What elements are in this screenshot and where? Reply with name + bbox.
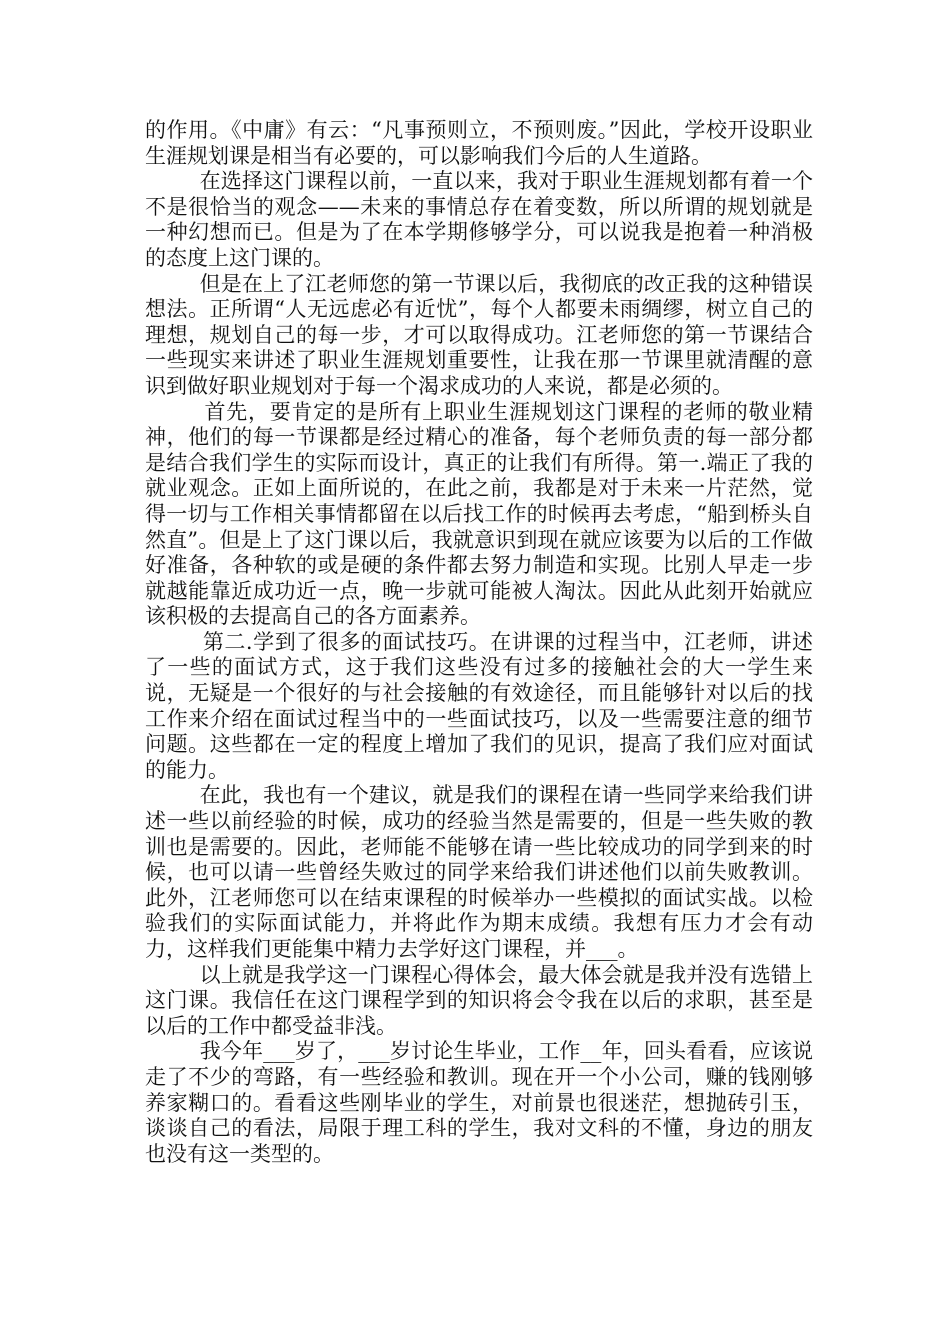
paragraph-1: 的作用。《中庸》有云：“凡事预则立，不预则废。”因此，学校开设职业生涯规划课是相当有必要的，可以影响我们今后的人生道路。 (145, 118, 813, 168)
document-body (145, 118, 813, 1167)
paragraph-8: 我今年___岁了，___岁讨论生毕业，工作__年，回头看看，应该说走了不少的弯路，有一些经验和教训。现在开一个小公司，赚的钱刚够养家糊口的。看看这些刚毕业的学生，对前景也很迷茫，想抛砖引玉，谈谈自己的看法，局限于理工科的学生，我对文科的不懂，身边的朋友也没有这一类型的。 (145, 1039, 814, 1166)
paragraph-3: 但是在上了江老师您的第一节课以后，我彻底的改正我的这种错误想法。正所谓“人无远虑必有近忧”，每个人都要未雨绸缪，树立自己的理想，规划自己的每一步，才可以取得成功。江老师您的第一节课结合一些现实来讲述了职业生涯规划重要性，让我在那一节课里就清醒的意识到做好职业规划对于每一个渴求成功的人来说，都是必须的。 (145, 271, 814, 398)
paragraph-2: 在选择这门课程以前，一直以来，我对于职业生涯规划都有着一个不是很恰当的观念——未来的事情总存在着变数，所以所谓的规划就是一种幻想而已。但是为了在本学期修够学分，可以说我是抱着一种消极的态度上这门课的。 (145, 169, 814, 270)
paragraph-6: 在此，我也有一个建议，就是我们的课程在请一些同学来给我们讲述一些以前经验的时候，成功的经验当然是需要的，但是一些失败的教训也是需要的。因此，老师能不能够在请一些比较成功的同学到来的时候，也可以请一些曾经失败过的同学来给我们讲述他们以前失败教训。此外，江老师您可以在结束课程的时候举办一些模拟的面试实战。以检验我们的实际面试能力，并将此作为期末成绩。我想有压力才会有动力，这样我们更能集中精力去学好这门课程，并___。 (145, 783, 814, 961)
paragraph-4: 首先，要肯定的是所有上职业生涯规划这门课程的老师的敬业精神，他们的每一节课都是经过精心的准备，每个老师负责的每一部分都是结合我们学生的实际而设计，真正的让我们有所得。第一.端正了我的就业观念。正如上面所说的，在此之前，我都是对于未来一片茫然，觉得一切与工作相关事情都留在以后找工作的时候再去考虑，“船到桥头自然直”。但是上了这门课以后，我就意识到现在就应该要为以后的工作做好准备，各种软的或是硬的条件都去努力制造和实现。比别人早走一步就越能靠近成功近一点，晚一步就可能被人淘汰。因此从此刻开始就应该积极的去提高自己的各方面素养。 (145, 399, 813, 629)
paragraph-5: 第二.学到了很多的面试技巧。在讲课的过程当中，江老师，讲述了一些的面试方式，这于我们这些没有过多的接触社会的大一学生来说，无疑是一个很好的与社会接触的有效途径，而且能够针对以后的找工作来介绍在面试过程当中的一些面试技巧，以及一些需要注意的细节问题。这些都在一定的程度上增加了我们的见识，提高了我们应对面试的能力。 (145, 629, 813, 782)
paragraph-7: 以上就是我学这一门课程心得体会，最大体会就是我并没有选错上这门课。我信任在这门课程学到的知识将会令我在以后的求职，甚至是以后的工作中都受益非浅。 (145, 962, 814, 1038)
